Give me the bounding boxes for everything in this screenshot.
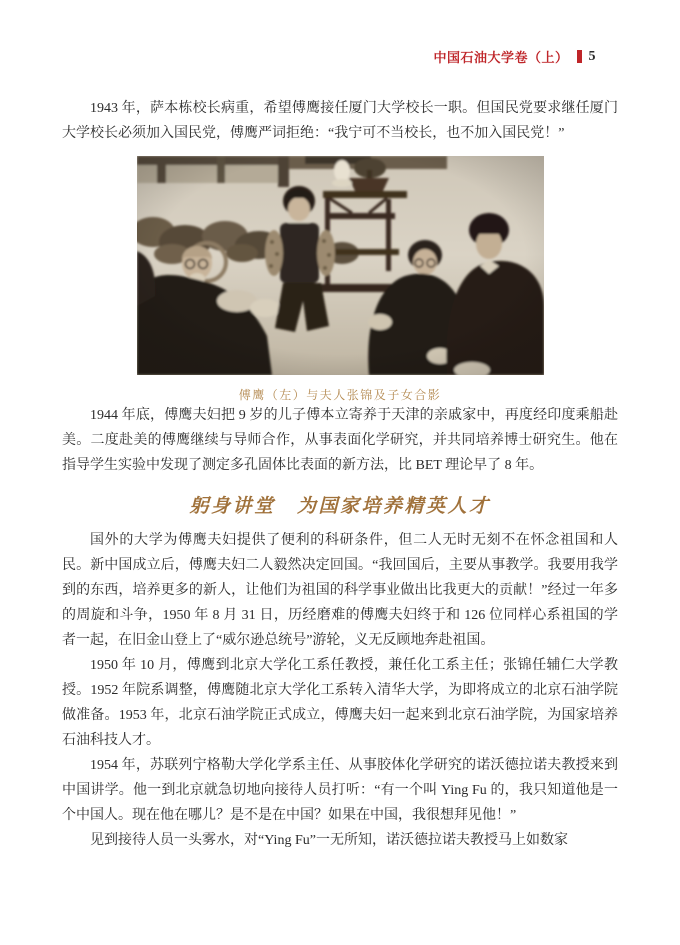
photo-caption: 傅鹰（左）与夫人张锦及子女合影 [238, 388, 442, 402]
paragraph-yingfu: 见到接待人员一头雾水，对“Ying Fu”一无所知，诺沃德拉诺夫教授马上如数家 [90, 833, 568, 848]
page-number: 5 [588, 48, 596, 64]
paragraph-return-china: 国外的大学为傅鹰夫妇提供了便利的科研条件，但二人无时无刻不在怀念祖国和人民。新中国成立后，傅鹰夫妇二人毅然决定回国。“我回国后，主要从事教学。我要用我学到的东西，培养更多的新人，让他们为祖国的科学事业做出比我更大的贡献！”经过一年多的周旋和斗争，1950 年 8 月 31 日，历经磨难的傅鹰夫妇终于和 126 位同样心系祖国的学者一起，在旧金山登上了“威尔逊总统号”游轮，义无反顾地奔赴祖国。 [62, 533, 618, 648]
page-body [62, 96, 618, 853]
header-divider-bar [577, 50, 582, 63]
paragraph-1943: 1943 年，萨本栋校长病重，希望傅鹰接任厦门大学校长一职。但国民党要求继任厦门大学校长必须加入国民党，傅鹰严词拒绝：“我宁可不当校长，也不加入国民党！” [62, 101, 618, 141]
family-photo-figure [137, 156, 544, 403]
edition-title: 中国石油大学卷（上） [433, 50, 569, 65]
paragraph-1950: 1950 年 10 月，傅鹰到北京大学化工系任教授，兼任化工系主任；张锦任辅仁大学教授。1952 年院系调整，傅鹰随北京大学化工系转入清华大学，为即将成立的北京石油学院做准备。1953 年，北京石油学院正式成立，傅鹰夫妇一起来到北京石油学院，为国家培养石油科技人才。 [62, 658, 618, 748]
paragraph-1944: 1944 年底，傅鹰夫妇把 9 岁的儿子傅本立寄养于天津的亲戚家中，再度经印度乘船赴美。二度赴美的傅鹰继续与导师合作，从事表面化学研究，并共同培养博士研究生。他在指导学生实验中发现了测定多孔固体比表面的新方法，比 BET 理论早了 8 年。 [62, 408, 618, 473]
section-heading: 躬身讲堂 为国家培养精英人才 [189, 496, 491, 517]
family-photo [137, 156, 544, 375]
paragraph-1954: 1954 年，苏联列宁格勒大学化学系主任、从事胶体化学研究的诺沃德拉诺夫教授来到中国讲学。他一到北京就急切地向接待人员打听：“有一个叫 Ying Fu 的，我只知道他是一个中国人。现在他在哪儿？是不是在中国？如果在中国，我很想拜见他！” [62, 758, 618, 823]
running-head [433, 47, 596, 66]
